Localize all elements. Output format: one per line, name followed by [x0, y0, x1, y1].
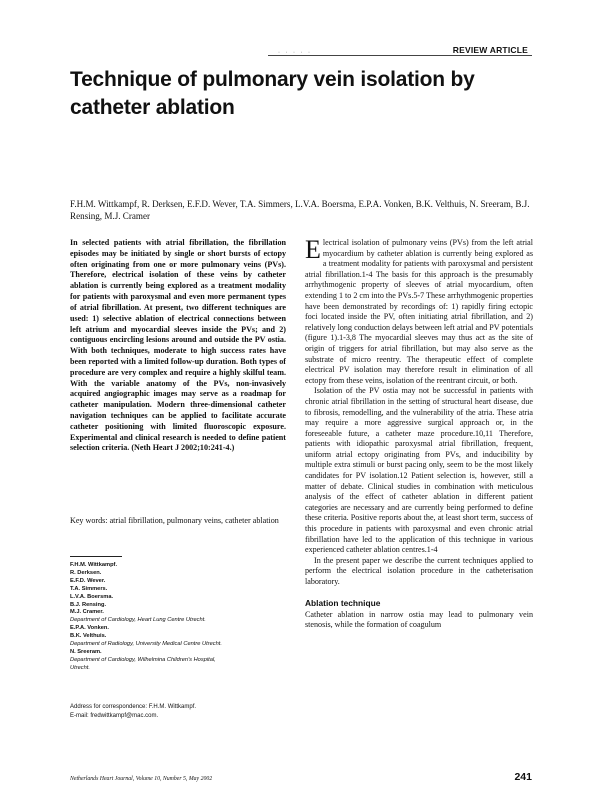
affiliation-list [70, 562, 284, 673]
affiliation-line: Department of Cardiology, Heart Lung Centre Utrecht. [70, 617, 206, 624]
affiliation-line: Department of Radiology, University Medical Centre Utrecht. [70, 641, 222, 648]
journal-footer: Netherlands Heart Journal, Volume 10, Number 5, May 2002 [70, 776, 213, 782]
affiliation-line: B.K. Velthuis. [70, 633, 107, 640]
drop-cap: E [305, 235, 321, 264]
body-paragraph-4: Catheter ablation in narrow ostia may lead to pulmonary vein stenosis, while the formation of coagulum [305, 609, 533, 630]
keywords: Key words: atrial fibrillation, pulmonary veins, catheter ablation [70, 516, 279, 525]
author-list: F.H.M. Wittkampf, R. Derksen, E.F.D. Wever, T.A. Simmers, L.V.A. Boersma, E.P.A. Vonken, B.K. Velthuis, N. Sreeram, B.J. Rensing, M.J. Cramer [70, 199, 530, 221]
section-heading: Ablation technique [305, 597, 381, 608]
affiliation-line: B.J. Rensing. [70, 601, 107, 608]
paragraph-text: lectrical isolation of pulmonary veins (PVs) from the left atrial myocardium by catheter ablation is currently being explored as a treatment modality for patients with paroxysmal and persistent atrial fibrillation.1-4 The basis for this approach is the presumably arrhythmogenic property of sleeves of atrial myocardium, often extending 1 to 2 cm into the PVs.5-7 These arrhythmogenic properties have been demonstrated by recordings of: 1) rapidly firing ectopic foci located inside the PV, often initiating atrial fibrillation, and 2) relatively long conduction delays between left atrial and PV potentials (figure 1).1-3,8 The myocardial sleeves may thus act as the site of origin of triggers for atrial fibrillation, but may also serve as the substrate of micro reentry. The therapeutic effect of complete electrical PV isolation may therefore result in elimination of all ectopy from these veins, isolation of the reentrant circuit, or both. [305, 238, 534, 385]
affiliation-line: F.H.M. Wittkampf. [70, 562, 118, 568]
body-column [305, 235, 534, 631]
header-rule [268, 55, 532, 56]
affiliation-line: Department of Cardiology, Wilhelmina Children's Hospital, [70, 656, 216, 663]
abstract: In selected patients with atrial fibrillation, the fibrillation episodes may be initiated by single or short bursts of ectopy often originating from one or more pulmonary veins (PVs). Therefore, electrical isolation of these veins by catheter ablation is currently being explored as a treatment modality for patients with paroxysmal and even more permanent types of atrial fibrillation. At present, two different techniques are used: 1) selective ablation of electrical connections between left atrium and myocardial sleeves inside the PVs; and 2) contiguous encircling lesions around and outside the PV ostia. With both techniques, moderate to high success rates have been reported with a limited follow-up duration. Both types of procedure are very complex and require a highly skilful team. With the variable anatomy of the PVs, non-invasively acquired angiographic images may serve as a roadmap for catheter manipulation. Modern three-dimensional catheter navigation techniques can be applied to facilitate accurate catheter positioning with limited fluoroscopic exposure. Experimental and clinical research is needed to define patient selection criteria. (Neth Heart J 2002;10:241-4.) [70, 238, 286, 453]
affiliation-line: E.P.A. Vonken. [70, 625, 109, 632]
body-paragraph-1 [305, 235, 534, 386]
header-ornament: · · · · · [278, 50, 312, 56]
affiliation-line: N. Sreeram. [70, 648, 102, 655]
affiliation-line: Utrecht. [70, 664, 90, 671]
affiliation-line: T.A. Simmers. [70, 585, 108, 592]
article-title: Technique of pulmonary vein isolation by catheter ablation [70, 68, 475, 119]
section-label: REVIEW ARTICLE [452, 45, 528, 55]
affiliation-line: L.V.A. Boersma. [70, 593, 114, 600]
body-paragraph-3: In the present paper we describe the current techniques applied to perform the electrical isolation procedure in the catheterisation laboratory. [305, 555, 533, 586]
correspondence-block [70, 703, 284, 721]
affiliation-line: M.J. Cramer. [70, 609, 104, 616]
body-paragraph-2: Isolation of the PV ostia may not be successful in patients with chronic atrial fibrillation in the setting of structural heart disease, due to fibrosis, remodelling, and the vulnerability of the atria. These atria may require a more aggressive surgical approach or, in the foreseeable future, a catheter maze procedure.10,11 Therefore, patients with idiopathic paroxysmal atrial fibrillation, frequent, uniform atrial ectopy originating from PVs, and inducibility by multiple extra stimuli or burst pacing only, seem to be the most likely candidates for PV isolation.12 Patient selection is, however, still a matter of debate. Clinical studies in combination with meticulous analysis of the effect of catheter ablation in different patient categories are necessary and are currently being performed to define these criteria. Positive reports about the, at least short term, success of this procedure in patients with paroxysmal and even chronic atrial fibrillation have led to the application of this technique in various experienced catheter ablation centres.1-4 [305, 386, 533, 555]
affiliation-line: R. Derksen. [70, 569, 102, 576]
correspondence-address: Address for correspondence: F.H.M. Wittkampf. [70, 704, 197, 710]
page-number: 241 [514, 771, 532, 783]
affiliation-rule [70, 556, 122, 557]
correspondence-email[interactable]: E-mail: fredwittkampf@mac.com. [70, 713, 159, 719]
affiliation-line: E.F.D. Wever. [70, 577, 106, 584]
